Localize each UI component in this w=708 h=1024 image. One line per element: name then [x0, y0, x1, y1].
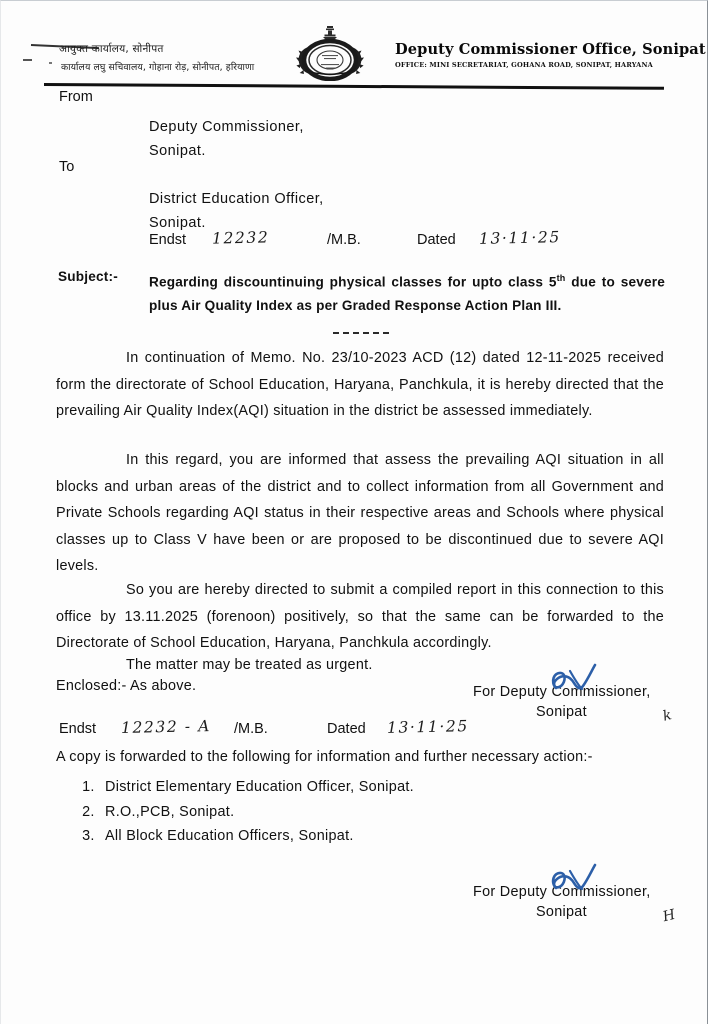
subject-block	[1, 267, 708, 329]
address-block	[1, 89, 708, 259]
subject-text	[149, 267, 665, 317]
letterhead	[1, 1, 708, 81]
list-item: 1. District Elementary Education Officer, Sonipat.	[99, 775, 414, 800]
subject-text-part-1: Regarding discountinuing physical classes for upto class 5	[149, 274, 557, 290]
endst-label: Endst	[149, 232, 187, 248]
endst-bottom-mb-label: /M.B.	[234, 721, 268, 737]
signature-line-1-top: For Deputy Commissioner,	[473, 684, 651, 700]
signature-initials-top: k	[661, 707, 674, 725]
sender-line-1: Deputy Commissioner,	[149, 119, 304, 135]
subject-divider	[333, 332, 389, 334]
hindi-office-subtitle: कार्यालय लघु सचिवालय, गोहाना रोड़, सोनीपत, हरियाणा	[61, 62, 255, 73]
paragraph-4: The matter may be treated as urgent.	[126, 657, 373, 673]
sender-line-2: Sonipat.	[149, 143, 206, 159]
signature-line-2-bottom: Sonipat	[536, 904, 587, 920]
list-item: 2. R.O.,PCB, Sonipat.	[99, 800, 414, 825]
endst-bottom-label: Endst	[59, 721, 97, 737]
document-body	[1, 89, 708, 926]
endst-number-handwritten: 12232	[211, 228, 270, 248]
endorsement-bottom-row	[1, 717, 708, 745]
paragraph-2: In this regard, you are informed that assess the prevailing AQI situation in all blocks and urban areas of the district and to collect information from all Government and Private Schools regarding AQI status in their respective areas and Schools where physical classes up to Class V have been or are proposed to be discontinued due to severe AQI levels.	[56, 452, 664, 574]
recipient-line-1: District Education Officer,	[149, 191, 324, 207]
distribution-list	[75, 775, 414, 849]
hindi-office-title: आयुक्त कार्यालय, सोनीपत	[59, 43, 164, 55]
government-emblem-icon	[290, 25, 370, 81]
subject-ordinal-suffix: th	[556, 273, 566, 283]
subject-label: Subject:-	[58, 269, 118, 284]
subject-text-part-2: due to severe plus Air Quality Index as per Graded Response Action Plan III.	[149, 274, 665, 313]
endst-bottom-dated-label: Dated	[327, 721, 366, 737]
endst-mb-label: /M.B.	[327, 232, 361, 248]
enclosed-line: Enclosed:- As above.	[56, 678, 197, 694]
signature-block-top	[473, 684, 693, 725]
endst-dated-label: Dated	[417, 232, 456, 248]
hindi-office-address	[37, 42, 307, 73]
leader-dot	[23, 59, 32, 61]
english-office-address	[395, 41, 706, 69]
paragraph-3: So you are hereby directed to submit a compiled report in this connection to this office by 13.11.2025 (forenoon) positively, so that the same can be forwarded to the Directorate of School Education, Haryana, Panchkula accordingly.	[56, 582, 664, 651]
endst-bottom-date-handwritten: 13·11·25	[386, 717, 470, 737]
endst-date-handwritten: 13·11·25	[478, 228, 562, 248]
signature-initials-bottom: H	[661, 906, 677, 926]
office-subtitle: OFFICE: MINI SECRETARIAT, GOHANA ROAD, SONIPAT, HARYANA	[395, 61, 653, 69]
from-label: From	[59, 89, 93, 105]
signature-line-2-top: Sonipat	[536, 704, 587, 720]
copy-forwarded-line: A copy is forwarded to the following for information and further necessary action:-	[56, 749, 593, 765]
recipient-address	[149, 187, 324, 235]
endorsement-top-row	[149, 228, 599, 256]
signature-block-bottom	[473, 884, 693, 926]
list-item: 3. All Block Education Officers, Sonipat.	[99, 824, 414, 849]
endst-bottom-number-handwritten: 12232 - A	[120, 717, 212, 737]
recipient-line-2: Sonipat.	[149, 215, 206, 231]
office-title: Deputy Commissioner Office, Sonipat	[395, 41, 706, 58]
signature-line-1-bottom: For Deputy Commissioner,	[473, 884, 651, 900]
sender-address	[149, 115, 304, 163]
to-label: To	[59, 159, 75, 175]
paragraph-1: In continuation of Memo. No. 23/10-2023 ACD (12) dated 12-11-2025 received form the directorate of School Education, Haryana, Panchkula, it is hereby directed that the prevailing Air Quality Index(AQI) situation in the district be assessed immediately.	[56, 350, 664, 419]
